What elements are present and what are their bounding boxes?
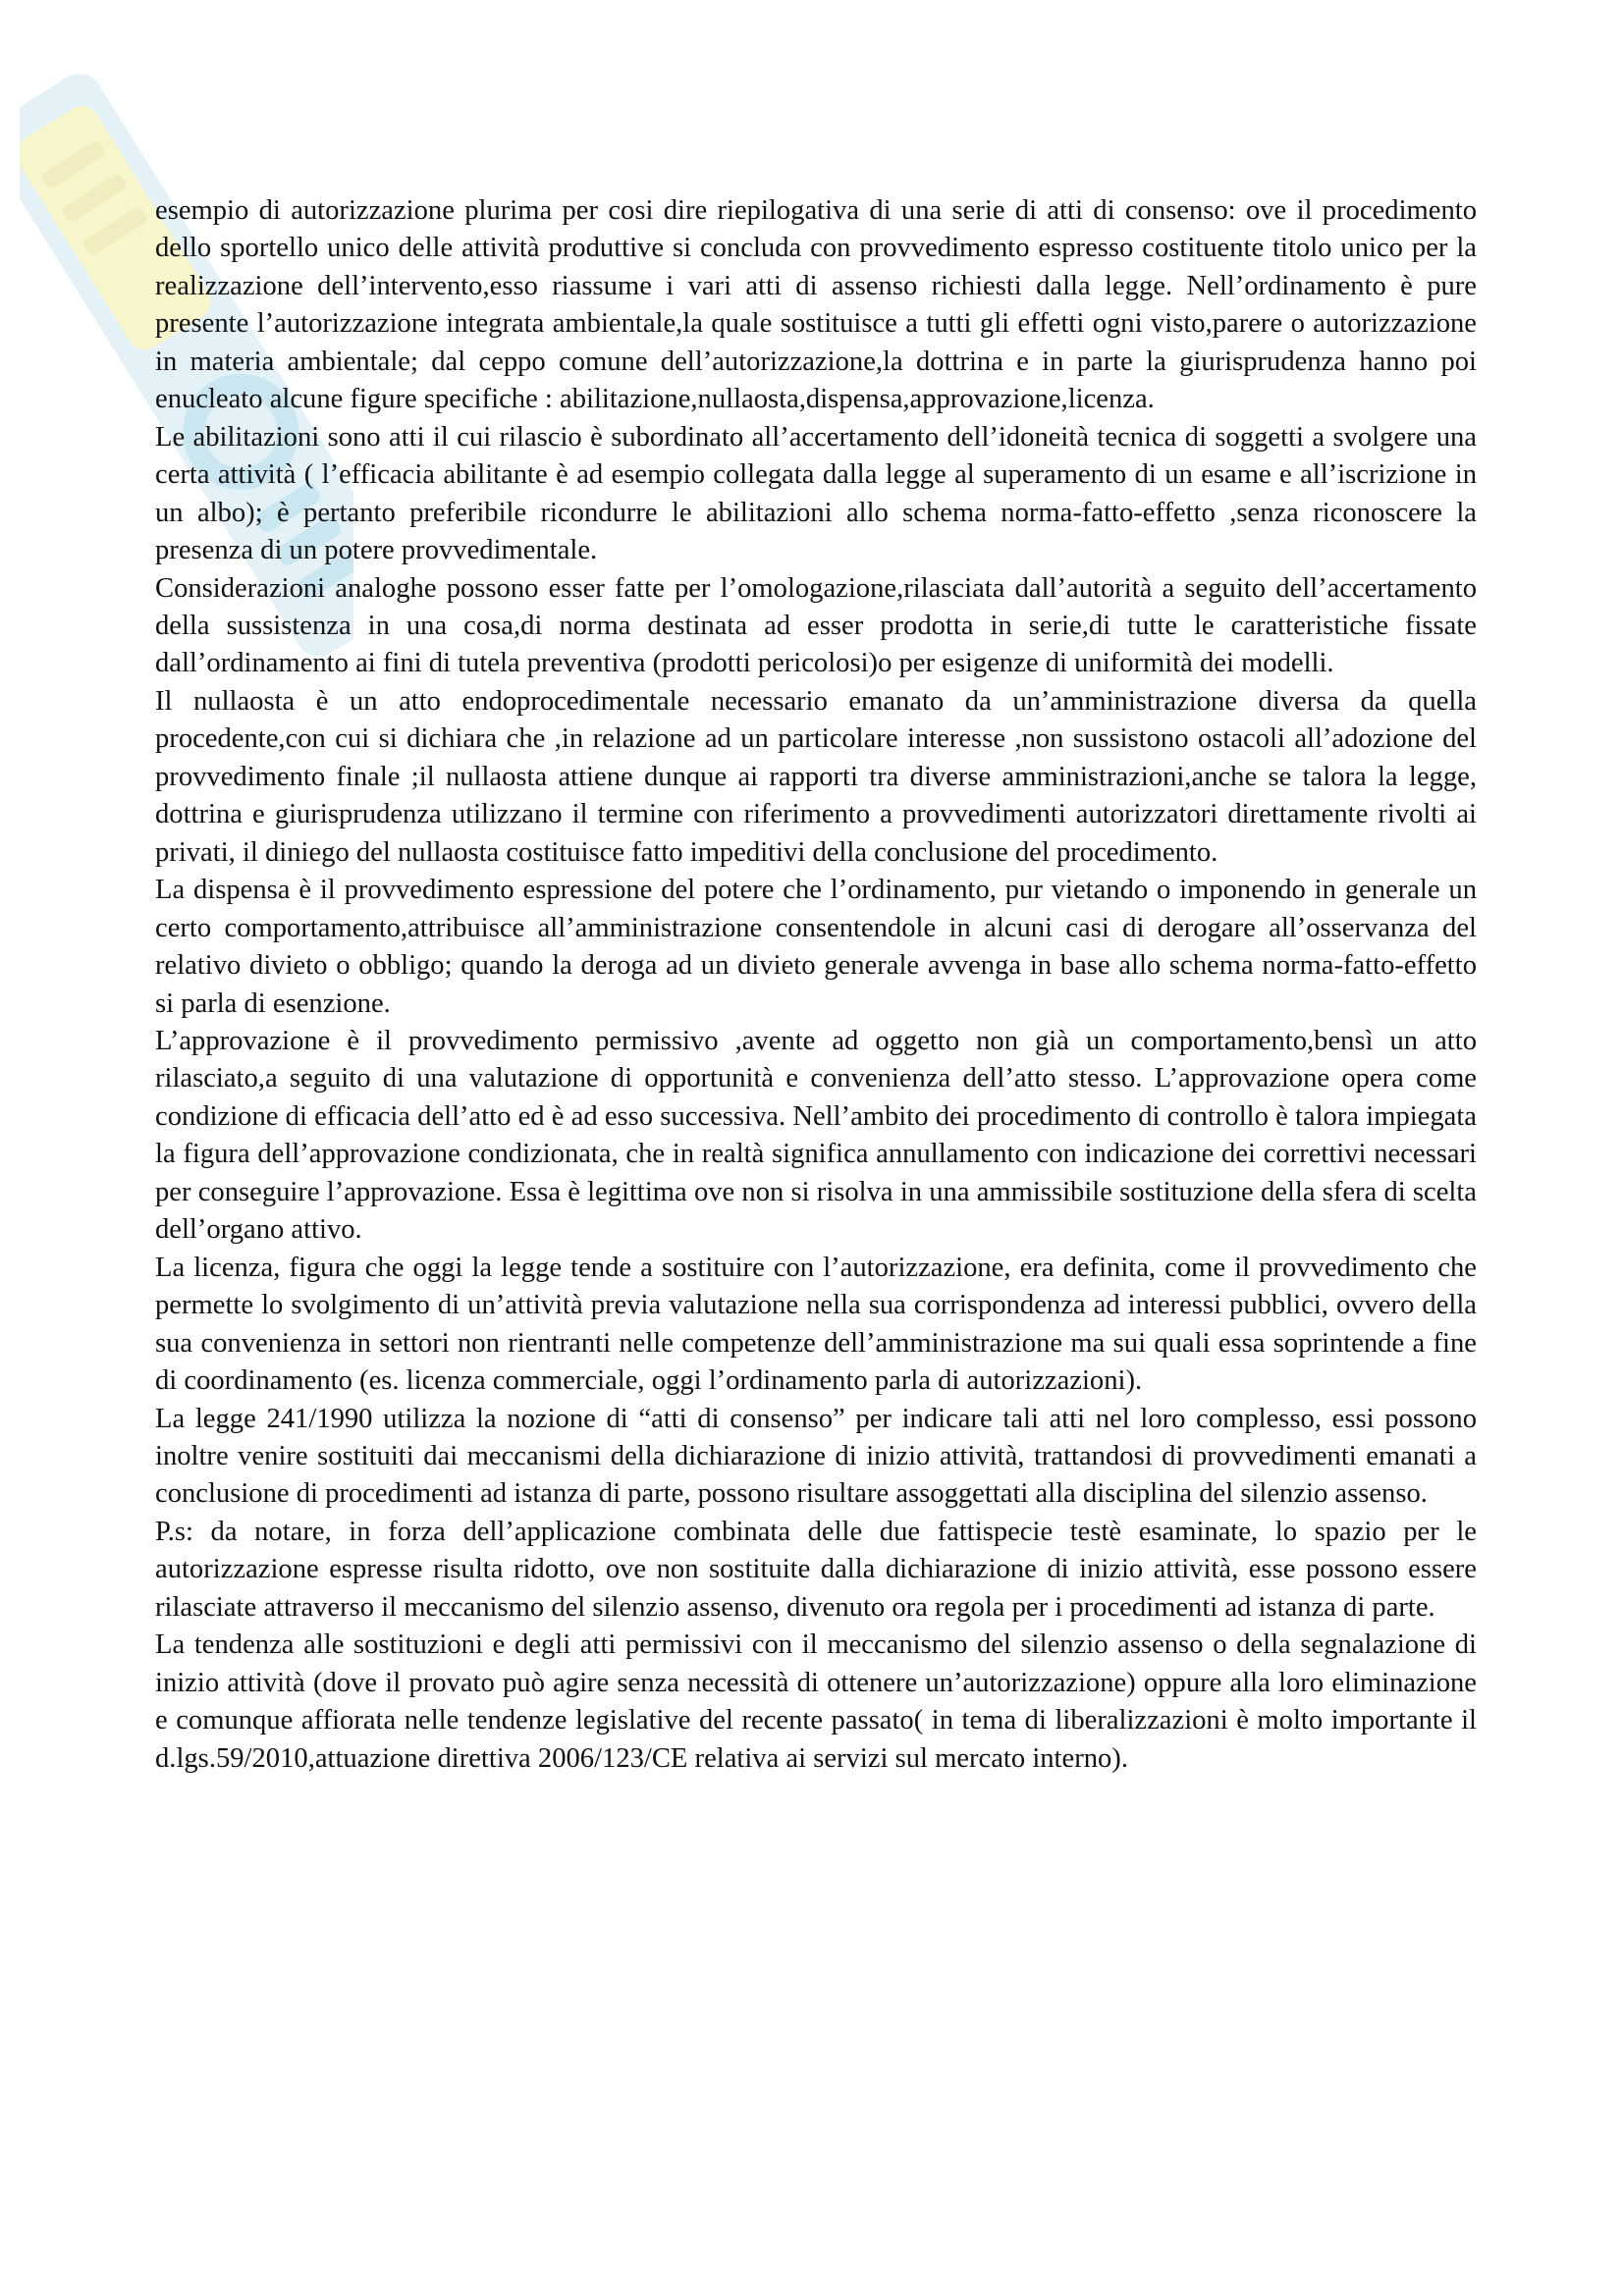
- paragraph-dispensa: La dispensa è il provvedimento espressione del potere che l’ordinamento, pur vietando o imponendo in generale un certo comportamento,attribuisce all’amministrazione consentendole in alcuni casi di derogare all’osservanza del relativo divieto o obbligo; quando la deroga ad un divieto generale avvenga in base allo schema norma-fatto-effetto si parla di esenzione.: [155, 875, 1477, 1019]
- paragraph-abilitazioni: Le abilitazioni sono atti il cui rilascio è subordinato all’accertamento dell’idoneità tecnica di soggetti a svolgere una certa attività ( l’efficacia abilitante è ad esempio collegata dalla legge al superamento di un esame e all’iscrizione in un albo); è pertanto preferibile ricondurre le abilitazioni allo schema norma-fatto-effetto ,senza riconoscere la presenza di un potere provvedimentale.: [155, 421, 1477, 566]
- paragraph-ps-nota: P.s: da notare, in forza dell’applicazione combinata delle due fattispecie testè esaminate, lo spazio per le autorizzazione espresse risulta ridotto, ove non sostituite dalla dichiarazione di inizio attività, esse possono essere rilasciate attraverso il meccanismo del silenzio assenso, divenuto ora regola per i procedimenti ad istanza di parte.: [155, 1516, 1477, 1623]
- paragraph-legge-241-1990: La legge 241/1990 utilizza la nozione di “atti di consenso” per indicare tali atti nel loro complesso, essi possono inoltre venire sostituiti dai meccanismi della dichiarazione di inizio attività, trattandosi di provvedimenti emanati a conclusione di procedimenti ad istanza di parte, possono risultare assoggettati alla disciplina del silenzio assenso.: [155, 1403, 1477, 1510]
- document-body: [155, 192, 1477, 1778]
- paragraph-approvazione: L’approvazione è il provvedimento permissivo ,avente ad oggetto non già un comportamento,bensì un atto rilasciato,a seguito di una valutazione di opportunità e convenienza dell’atto stesso. L’approvazione opera come condizione di efficacia dell’atto ed è ad esso successiva. Nell’ambito dei procedimento di controllo è talora impiegata la figura dell’approvazione condizionata, che in realtà significa annullamento con indicazione dei correttivi necessari per conseguire l’approvazione. Essa è legittima ove non si risolva in una ammissibile sostituzione della sfera di scelta dell’organo attivo.: [155, 1025, 1477, 1246]
- paragraph-nullaosta: Il nullaosta è un atto endoprocedimentale necessario emanato da un’amministrazione diversa da quella procedente,con cui si dichiara che ,in relazione ad un particolare interesse ,non sussistono ostacoli all’adozione del provvedimento finale ;il nullaosta attiene dunque ai rapporti tra diverse amministrazioni,anche se talora la legge, dottrina e giurisprudenza utilizzano il termine con riferimento a provvedimenti autorizzatori direttamente rivolti ai privati, il diniego del nullaosta costituisce fatto impeditivi della conclusione del procedimento.: [155, 685, 1477, 868]
- paragraph-autorizzazione-plurima: esempio di autorizzazione plurima per cosi dire riepilogativa di una serie di atti di consenso: ove il procedimento dello sportello unico delle attività produttive si concluda con provvedimento espresso costituente titolo unico per la realizzazione dell’intervento,esso riassume i vari atti di assenso richiesti dalla legge. Nell’ordinamento è pure presente l’autorizzazione integrata ambientale,la quale sostituisce a tutti gli effetti ogni visto,parere o autorizzazione in materia ambientale; dal ceppo comune dell’autorizzazione,la dottrina e in parte la giurisprudenza hanno poi enucleato alcune figure specifiche : abilitazione,nullaosta,dispensa,approvazione,licenza.: [155, 195, 1477, 415]
- paragraph-tendenza-sostituzioni: La tendenza alle sostituzioni e degli atti permissivi con il meccanismo del silenzio assenso o della segnalazione di inizio attività (dove il provato può agire senza necessità di ottenere un’autorizzazione) oppure alla loro eliminazione e comunque affiorata nelle tendenze legislative del recente passato( in tema di liberalizzazioni è molto importante il d.lgs.59/2010,attuazione direttiva 2006/123/CE relativa ai servizi sul mercato interno).: [155, 1629, 1477, 1774]
- paragraph-licenza: La licenza, figura che oggi la legge tende a sostituire con l’autorizzazione, era definita, come il provvedimento che permette lo svolgimento di un’attività previa valutazione nella sua corrispondenza ad interessi pubblici, ovvero della sua convenienza in settori non rientranti nelle competenze dell’amministrazione ma sui quali essa soprintende a fine di coordinamento (es. licenza commerciale, oggi l’ordinamento parla di autorizzazioni).: [155, 1252, 1477, 1397]
- paragraph-omologazione: Considerazioni analoghe possono esser fatte per l’omologazione,rilasciata dall’autorità a seguito dell’accertamento della sussistenza in una cosa,di norma destinata ad esser prodotta in serie,di tutte le caratteristiche fissate dall’ordinamento ai fini di tutela preventiva (prodotti pericolosi)o per esigenze di uniformità dei modelli.: [155, 572, 1477, 679]
